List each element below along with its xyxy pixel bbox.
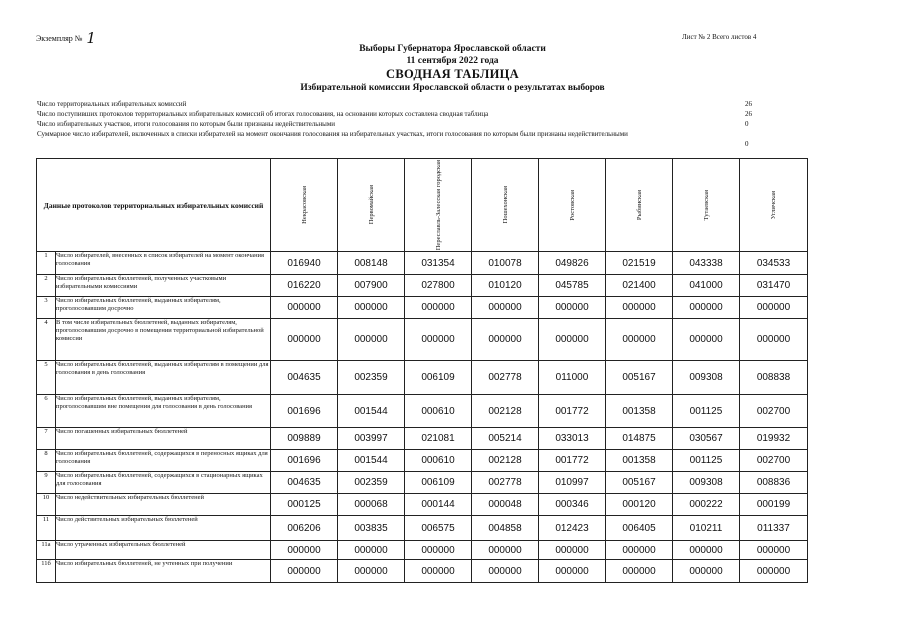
cell-value: 000000	[405, 319, 472, 361]
cell-value: 027800	[405, 275, 472, 297]
cell-value: 000000	[405, 541, 472, 560]
row-number: 8	[37, 450, 56, 472]
cell-value: 000000	[606, 560, 673, 583]
cell-value: 021519	[606, 252, 673, 275]
cell-value: 000000	[606, 297, 673, 319]
row-number: 11б	[37, 560, 56, 583]
cell-value: 001125	[673, 395, 740, 428]
cell-value: 001772	[539, 395, 606, 428]
cell-value: 000000	[740, 297, 808, 319]
table-header-label: Данные протоколов территориальных избирательных комиссий	[37, 159, 271, 252]
cell-value: 000000	[472, 560, 539, 583]
column-header: Первомайская	[338, 159, 405, 252]
row-label: В том числе избирательных бюллетеней, выданных избирателям, проголосовавшим досрочно в помещении территориальной избирательной комиссии	[56, 319, 271, 361]
cell-value: 008148	[338, 252, 405, 275]
summary-label: Число территориальных избирательных комиссий	[37, 100, 187, 108]
cell-value: 000000	[740, 541, 808, 560]
column-header: Тутаевская	[673, 159, 740, 252]
table-row	[37, 516, 808, 541]
cell-value: 031354	[405, 252, 472, 275]
summary-row	[37, 109, 767, 119]
cell-value: 004635	[271, 361, 338, 395]
cell-value: 000000	[539, 560, 606, 583]
row-number: 6	[37, 395, 56, 428]
row-label: Число избирательных бюллетеней, выданных избирателям, проголосовавшим вне помещения для голосования в день голосования	[56, 395, 271, 428]
row-label: Число избирательных бюллетеней, выданных избирателям, проголосовавшим досрочно	[56, 297, 271, 319]
cell-value: 000222	[673, 494, 740, 516]
cell-value: 000000	[673, 541, 740, 560]
table-row	[37, 319, 808, 361]
table-row	[37, 361, 808, 395]
cell-value: 043338	[673, 252, 740, 275]
cell-value: 000000	[539, 541, 606, 560]
document-titles	[0, 43, 905, 94]
cell-value: 030567	[673, 428, 740, 450]
document-heading: СВОДНАЯ ТАБЛИЦА	[386, 67, 519, 81]
sheet-info: Лист № 2 Всего листов 4	[682, 33, 757, 41]
cell-value: 001125	[673, 450, 740, 472]
cell-value: 045785	[539, 275, 606, 297]
cell-value: 002778	[472, 361, 539, 395]
cell-value: 000610	[405, 395, 472, 428]
table-row	[37, 275, 808, 297]
cell-value: 004635	[271, 472, 338, 494]
cell-value: 033013	[539, 428, 606, 450]
cell-value: 001358	[606, 395, 673, 428]
cell-value: 000000	[539, 319, 606, 361]
summary-block	[37, 99, 767, 149]
cell-value: 006206	[271, 516, 338, 541]
table-row	[37, 297, 808, 319]
cell-value: 002128	[472, 395, 539, 428]
cell-value: 011000	[539, 361, 606, 395]
document-subheading: Избирательной комиссии Ярославской области о результатах выборов	[300, 83, 605, 93]
cell-value: 000120	[606, 494, 673, 516]
cell-value: 010211	[673, 516, 740, 541]
cell-value: 001358	[606, 450, 673, 472]
row-number: 2	[37, 275, 56, 297]
cell-value: 034533	[740, 252, 808, 275]
row-number: 4	[37, 319, 56, 361]
cell-value: 001696	[271, 450, 338, 472]
table-row	[37, 252, 808, 275]
table-row	[37, 395, 808, 428]
summary-label: Число избирательных участков, итоги голосования по которым были признаны недействительными	[37, 120, 336, 128]
cell-value: 001544	[338, 450, 405, 472]
table-row	[37, 494, 808, 516]
cell-value: 000000	[606, 319, 673, 361]
cell-value: 000346	[539, 494, 606, 516]
cell-value: 000000	[472, 541, 539, 560]
cell-value: 002700	[740, 395, 808, 428]
row-label: Число утраченных избирательных бюллетеней	[56, 541, 271, 560]
cell-value: 008836	[740, 472, 808, 494]
cell-value: 000000	[271, 319, 338, 361]
cell-value: 000610	[405, 450, 472, 472]
cell-value: 049826	[539, 252, 606, 275]
row-label: Число погашенных избирательных бюллетеней	[56, 428, 271, 450]
row-number: 10	[37, 494, 56, 516]
cell-value: 001544	[338, 395, 405, 428]
row-label: Число избирательных бюллетеней, выданных избирателям в помещении для голосования в день голосования	[56, 361, 271, 395]
cell-value: 000000	[606, 541, 673, 560]
election-date: 11 сентября 2022 года	[406, 56, 499, 66]
cell-value: 000000	[673, 297, 740, 319]
summary-label: Число поступивших протоколов территориальных избирательных комиссий об итогах голосования, на основании которых составлена сводная таблица	[37, 110, 489, 118]
table-header-row	[37, 159, 808, 252]
cell-value: 000068	[338, 494, 405, 516]
cell-value: 000000	[740, 560, 808, 583]
cell-value: 002700	[740, 450, 808, 472]
column-header: Пошехонская	[472, 159, 539, 252]
cell-value: 000000	[405, 560, 472, 583]
cell-value: 000048	[472, 494, 539, 516]
cell-value: 000199	[740, 494, 808, 516]
cell-value: 002778	[472, 472, 539, 494]
row-label: Число действительных избирательных бюллетеней	[56, 516, 271, 541]
cell-value: 019932	[740, 428, 808, 450]
cell-value: 012423	[539, 516, 606, 541]
cell-value: 001772	[539, 450, 606, 472]
copy-label: Экземпляр №	[36, 34, 83, 43]
row-label: Число избирательных бюллетеней, содержащихся в переносных ящиках для голосования	[56, 450, 271, 472]
column-header: Рыбинская	[606, 159, 673, 252]
row-label: Число избирательных бюллетеней, полученных участковыми избирательными комиссиями	[56, 275, 271, 297]
cell-value: 000144	[405, 494, 472, 516]
cell-value: 000000	[673, 319, 740, 361]
cell-value: 010997	[539, 472, 606, 494]
cell-value: 000000	[338, 297, 405, 319]
cell-value: 000000	[271, 560, 338, 583]
table-row	[37, 541, 808, 560]
row-label: Число недействительных избирательных бюллетеней	[56, 494, 271, 516]
cell-value: 031470	[740, 275, 808, 297]
cell-value: 002359	[338, 472, 405, 494]
table-body	[37, 252, 808, 583]
results-table	[36, 158, 808, 583]
row-number: 1	[37, 252, 56, 275]
cell-value: 009308	[673, 472, 740, 494]
cell-value: 000000	[338, 319, 405, 361]
cell-value: 000000	[271, 297, 338, 319]
cell-value: 014875	[606, 428, 673, 450]
table-row	[37, 428, 808, 450]
summary-value: 0	[745, 140, 749, 148]
cell-value: 000000	[338, 541, 405, 560]
cell-value: 000125	[271, 494, 338, 516]
cell-value: 004858	[472, 516, 539, 541]
summary-row	[37, 99, 767, 109]
row-label: Число избирательных бюллетеней, не учтенных при получении	[56, 560, 271, 583]
cell-value: 002128	[472, 450, 539, 472]
summary-value: 26	[745, 100, 752, 108]
row-number: 9	[37, 472, 56, 494]
row-number: 3	[37, 297, 56, 319]
cell-value: 041000	[673, 275, 740, 297]
column-header: Ростовская	[539, 159, 606, 252]
table-row	[37, 472, 808, 494]
cell-value: 006109	[405, 361, 472, 395]
cell-value: 006109	[405, 472, 472, 494]
cell-value: 016220	[271, 275, 338, 297]
summary-row	[37, 129, 767, 149]
cell-value: 000000	[472, 319, 539, 361]
cell-value: 003997	[338, 428, 405, 450]
summary-value: 26	[745, 110, 752, 118]
cell-value: 000000	[338, 560, 405, 583]
cell-value: 006575	[405, 516, 472, 541]
cell-value: 010120	[472, 275, 539, 297]
cell-value: 016940	[271, 252, 338, 275]
summary-row	[37, 119, 767, 129]
cell-value: 011337	[740, 516, 808, 541]
cell-value: 005214	[472, 428, 539, 450]
cell-value: 008838	[740, 361, 808, 395]
column-header: Угличская	[740, 159, 808, 252]
row-label: Число избирателей, внесенных в список избирателей на момент окончания голосования	[56, 252, 271, 275]
cell-value: 021081	[405, 428, 472, 450]
cell-value: 009889	[271, 428, 338, 450]
cell-value: 002359	[338, 361, 405, 395]
row-label: Число избирательных бюллетеней, содержащихся в стационарных ящиках для голосования	[56, 472, 271, 494]
cell-value: 000000	[539, 297, 606, 319]
cell-value: 000000	[472, 297, 539, 319]
row-number: 11а	[37, 541, 56, 560]
cell-value: 000000	[271, 541, 338, 560]
cell-value: 003835	[338, 516, 405, 541]
summary-label: Суммарное число избирателей, включенных в списки избирателей на момент окончания голосования на избирательных участках, итоги голосования по которым были признаны недействительными	[37, 130, 628, 138]
cell-value: 005167	[606, 361, 673, 395]
cell-value: 005167	[606, 472, 673, 494]
cell-value: 007900	[338, 275, 405, 297]
cell-value: 006405	[606, 516, 673, 541]
column-header: Некрасовская	[271, 159, 338, 252]
row-number: 5	[37, 361, 56, 395]
cell-value: 021400	[606, 275, 673, 297]
column-header: Переславль-Залесская городская	[405, 159, 472, 252]
election-title: Выборы Губернатора Ярославской области	[359, 44, 546, 54]
cell-value: 009308	[673, 361, 740, 395]
table-row	[37, 560, 808, 583]
cell-value: 001696	[271, 395, 338, 428]
cell-value: 010078	[472, 252, 539, 275]
row-number: 11	[37, 516, 56, 541]
copy-number-handwritten: 1	[86, 29, 96, 47]
row-number: 7	[37, 428, 56, 450]
cell-value: 000000	[673, 560, 740, 583]
table-row	[37, 450, 808, 472]
summary-value: 0	[745, 120, 749, 128]
cell-value: 000000	[740, 319, 808, 361]
cell-value: 000000	[405, 297, 472, 319]
